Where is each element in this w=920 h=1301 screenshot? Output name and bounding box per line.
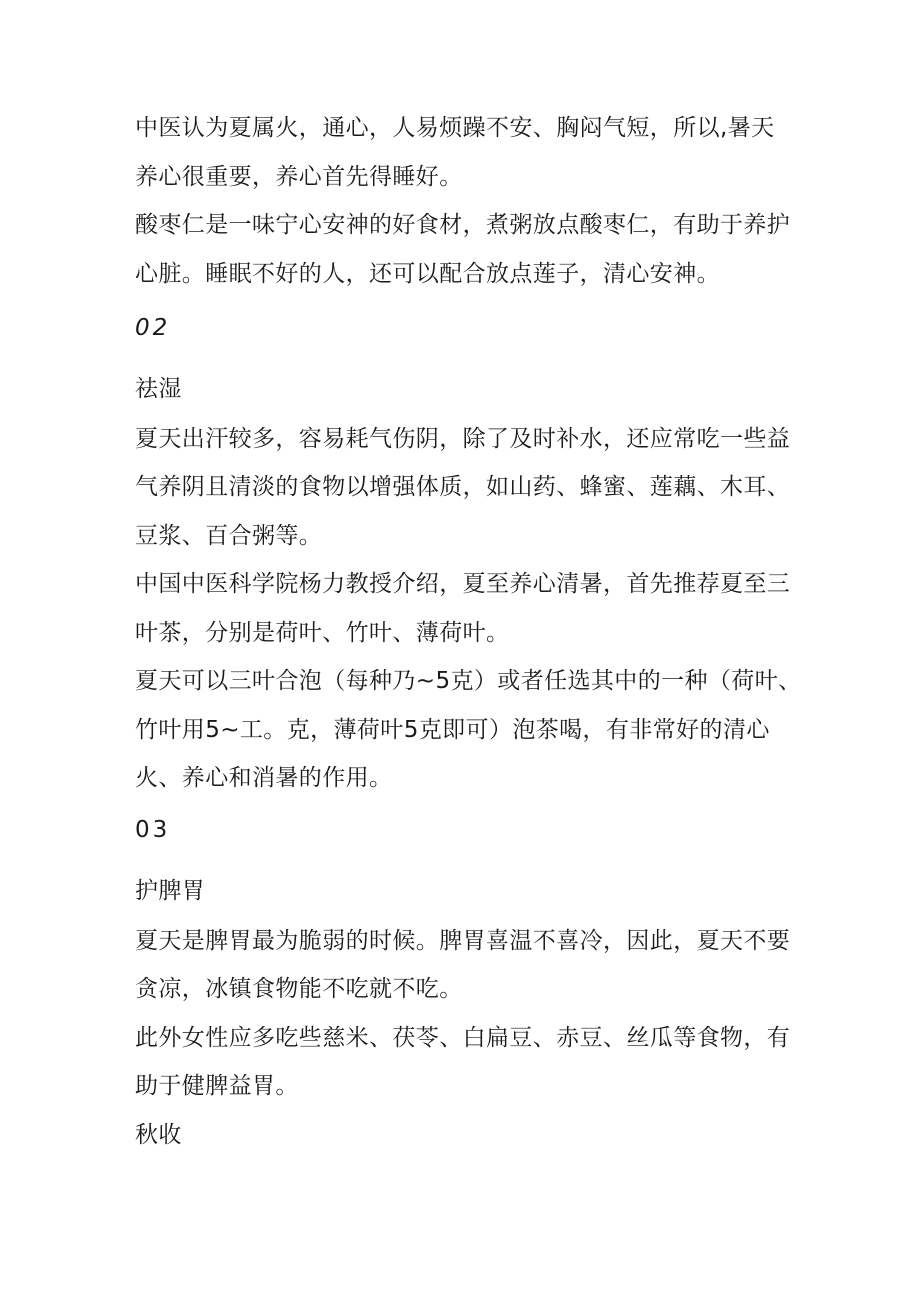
body-text-line: 心脏。睡眠不好的人，还可以配合放点莲子，清心安神。	[135, 261, 720, 287]
body-text-line: 竹叶用5~工。克，薄荷叶5克即可）泡茶喝，有非常好的清心	[135, 717, 770, 743]
body-text-line: 酸枣仁是一味宁心安神的好食材，煮粥放点酸枣仁，有助于养护	[135, 212, 791, 238]
section-number: 02	[135, 315, 171, 341]
body-text-line: 夏天可以三叶合泡（每种乃~5克）或者任选其中的一种（荷叶、	[135, 668, 802, 694]
section-heading: 护脾胃	[135, 878, 206, 904]
section-number: 03	[135, 817, 171, 843]
body-text-line: 气养阴且清淡的食物以增强体质，如山药、蜂蜜、莲藕、木耳、	[135, 474, 791, 500]
body-text-line: 中医认为夏属火，通心，人易烦躁不安、胸闷气短，所以,暑天	[135, 115, 775, 141]
body-text-line: 夏天是脾胃最为脆弱的时候。脾胃喜温不喜冷，因此，夏天不要	[135, 928, 791, 954]
body-text-line: 豆浆、百合粥等。	[135, 523, 323, 549]
body-text-line: 夏天出汗较多，容易耗气伤阴，除了及时补水，还应常吃一些益	[135, 426, 791, 452]
body-text-line: 火、养心和消暑的作用。	[135, 765, 393, 791]
body-text-line: 此外女性应多吃些慈米、茯苓、白扁豆、赤豆、丝瓜等食物，有	[135, 1025, 791, 1051]
body-text-line: 叶茶，分别是荷叶、竹叶、薄荷叶。	[135, 620, 510, 646]
body-text-line: 贪凉，冰镇食物能不吃就不吃。	[135, 976, 463, 1002]
body-text-line: 养心很重要，养心首先得睡好。	[135, 164, 463, 190]
section-heading: 祛湿	[135, 376, 182, 402]
body-text-line: 助于健脾益胃。	[135, 1073, 299, 1099]
body-text-line: 中国中医科学院杨力教授介绍，夏至养心清暑，首先推荐夏至三	[135, 571, 791, 597]
section-heading: 秋收	[135, 1122, 182, 1148]
